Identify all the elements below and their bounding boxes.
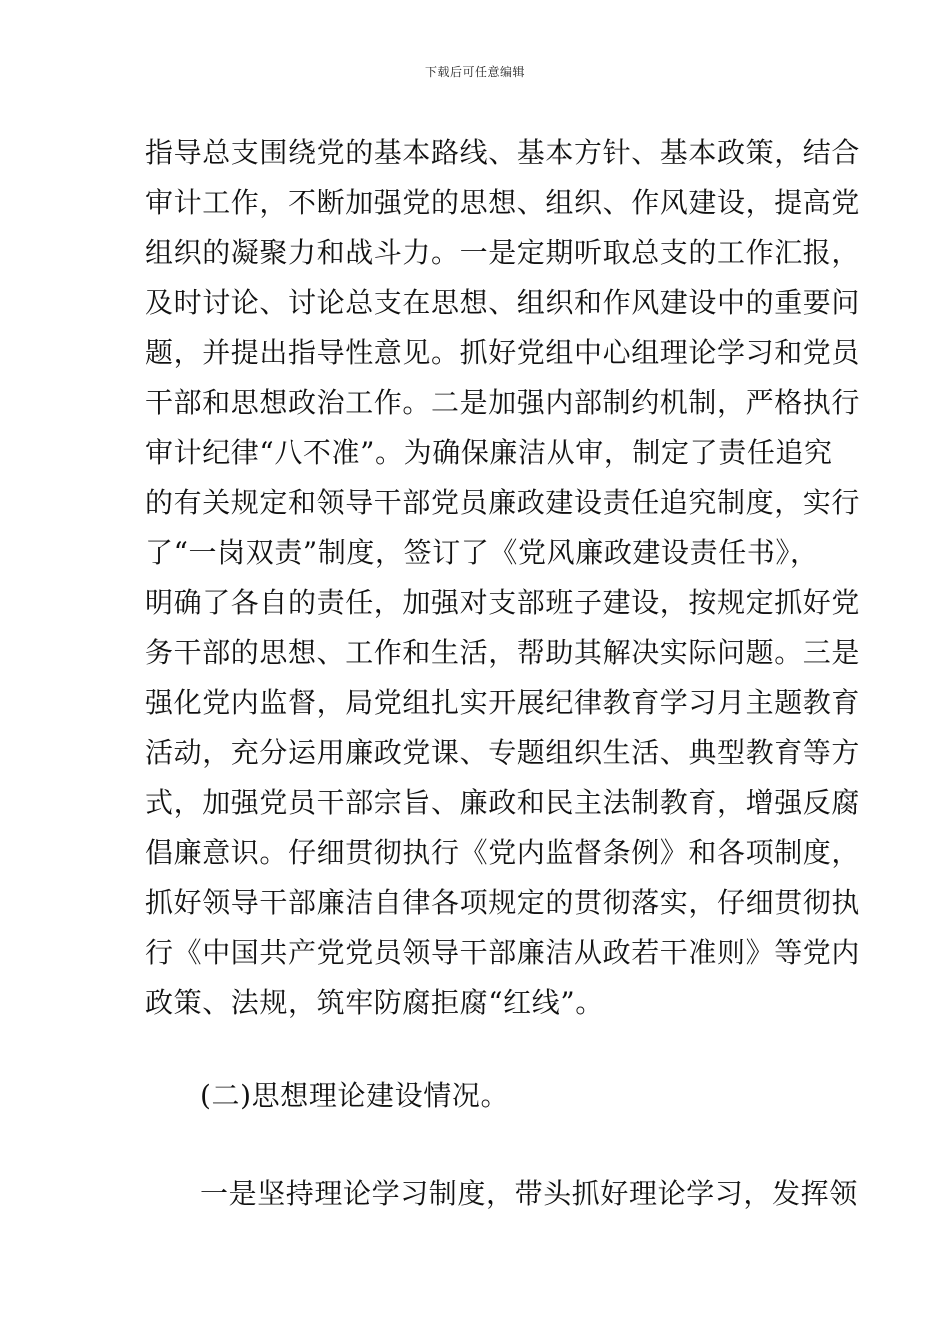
paragraph-line: 倡廉意识。仔细贯彻执行《党内监督条例》和各项制度， <box>145 836 861 869</box>
paragraph-line: 抓好领导干部廉洁自律各项规定的贯彻落实，仔细贯彻执 <box>145 886 861 919</box>
paragraph-line: 干部和思想政治工作。二是加强内部制约机制，严格执行 <box>145 386 861 419</box>
paragraph-line: 明确了各自的责任，加强对支部班子建设，按规定抓好党 <box>145 586 861 619</box>
paragraph-line: 政策、法规，筑牢防腐拒腐“红线”。 <box>145 986 604 1019</box>
paragraph-line: 强化党内监督，局党组扎实开展纪律教育学习月主题教育 <box>145 686 861 719</box>
paragraph-line: 审计工作，不断加强党的思想、组织、作风建设，提高党 <box>145 186 861 219</box>
paragraph-line: 了“一岗双责”制度，签订了《党风廉政建设责任书》， <box>145 536 819 569</box>
paragraph-line: 活动，充分运用廉政党课、专题组织生活、典型教育等方 <box>145 736 861 769</box>
paragraph-first-line: 一是坚持理论学习制度，带头抓好理论学习，发挥领 <box>200 1177 858 1210</box>
page-header: 下载后可任意编辑 <box>424 65 525 79</box>
paragraph-line: 题，并提出指导性意见。抓好党组中心组理论学习和党员 <box>145 336 861 369</box>
paragraph-line: 务干部的思想、工作和生活，帮助其解决实际问题。三是 <box>145 636 861 669</box>
paragraph-line: 组织的凝聚力和战斗力。一是定期听取总支的工作汇报， <box>145 236 861 269</box>
paragraph-line: 行《中国共产党党员领导干部廉洁从政若干准则》等党内 <box>145 936 861 969</box>
paragraph-line: 指导总支围绕党的基本路线、基本方针、基本政策，结合 <box>145 136 861 169</box>
section-heading: (二)思想理论建设情况。 <box>200 1079 510 1112</box>
paragraph-line: 式，加强党员干部宗旨、廉政和民主法制教育，增强反腐 <box>145 786 861 819</box>
paragraph-line: 的有关规定和领导干部党员廉政建设责任追究制度，实行 <box>145 486 861 519</box>
paragraph-line: 及时讨论、讨论总支在思想、组织和作风建设中的重要问 <box>145 286 861 319</box>
paragraph-line: 审计纪律“八不准”。为确保廉洁从审，制定了责任追究 <box>145 436 833 469</box>
body-paragraph <box>145 128 861 1028</box>
